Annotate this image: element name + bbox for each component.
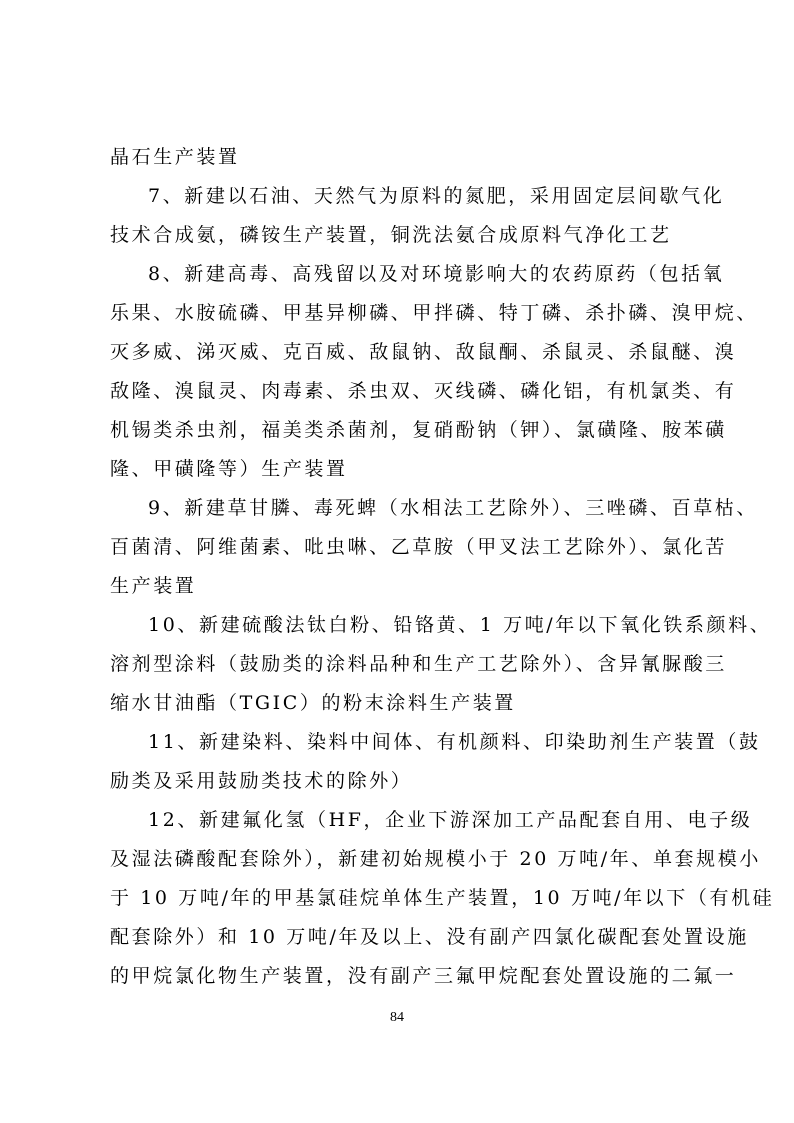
text-line: 百菌清、阿维菌素、吡虫啉、乙草胺（甲叉法工艺除外）、氯化苦 [110, 536, 727, 558]
text-line: 生产装置 [110, 575, 197, 597]
text-line: 机锡类杀虫剂，福美类杀菌剂，复硝酚钠（钾）、氯磺隆、胺苯磺 [110, 419, 727, 441]
text-line: 7、新建以石油、天然气为原料的氮肥，采用固定层间歇气化 [148, 185, 725, 207]
text-line: 缩水甘油酯（TGIC）的粉末涂料生产装置 [110, 692, 516, 714]
text-line: 11、新建染料、染料中间体、有机颜料、印染助剂生产装置（鼓 [148, 731, 761, 753]
text-line: 8、新建高毒、高残留以及对环境影响大的农药原药（包括氧 [148, 263, 725, 285]
text-line: 晶石生产装置 [110, 146, 240, 168]
text-line: 及湿法磷酸配套除外），新建初始规模小于 20 万吨/年、单套规模小 [110, 848, 761, 870]
text-line: 于 10 万吨/年的甲基氯硅烷单体生产装置，10 万吨/年以下（有机硅 [110, 887, 775, 909]
text-line: 10、新建硫酸法钛白粉、铅铬黄、1 万吨/年以下氧化铁系颜料、 [148, 614, 772, 636]
text-line: 9、新建草甘膦、毒死蜱（水相法工艺除外）、三唑磷、百草枯、 [148, 497, 758, 519]
text-line: 隆、甲磺隆等）生产装置 [110, 458, 348, 480]
text-line: 技术合成氨，磷铵生产装置，铜洗法氨合成原料气净化工艺 [110, 224, 672, 246]
text-line: 溶剂型涂料（鼓励类的涂料品种和生产工艺除外）、含异氰脲酸三 [110, 653, 727, 675]
text-line: 励类及采用鼓励类技术的除外） [110, 770, 413, 792]
text-line: 敌隆、溴鼠灵、肉毒素、杀虫双、灭线磷、磷化铝，有机氯类、有 [110, 380, 737, 402]
text-line: 配套除外）和 10 万吨/年及以上、没有副产四氯化碳配套处置设施 [110, 926, 749, 948]
text-line: 的甲烷氯化物生产装置，没有副产三氟甲烷配套处置设施的二氟一 [110, 965, 737, 987]
text-line: 12、新建氟化氢（HF，企业下游深加工产品配套自用、电子级 [148, 809, 753, 831]
text-line: 乐果、水胺硫磷、甲基异柳磷、甲拌磷、特丁磷、杀扑磷、溴甲烷、 [110, 302, 759, 324]
text-line: 灭多威、涕灭威、克百威、敌鼠钠、敌鼠酮、杀鼠灵、杀鼠醚、溴 [110, 341, 737, 363]
page-number: 84 [390, 1010, 404, 1025]
